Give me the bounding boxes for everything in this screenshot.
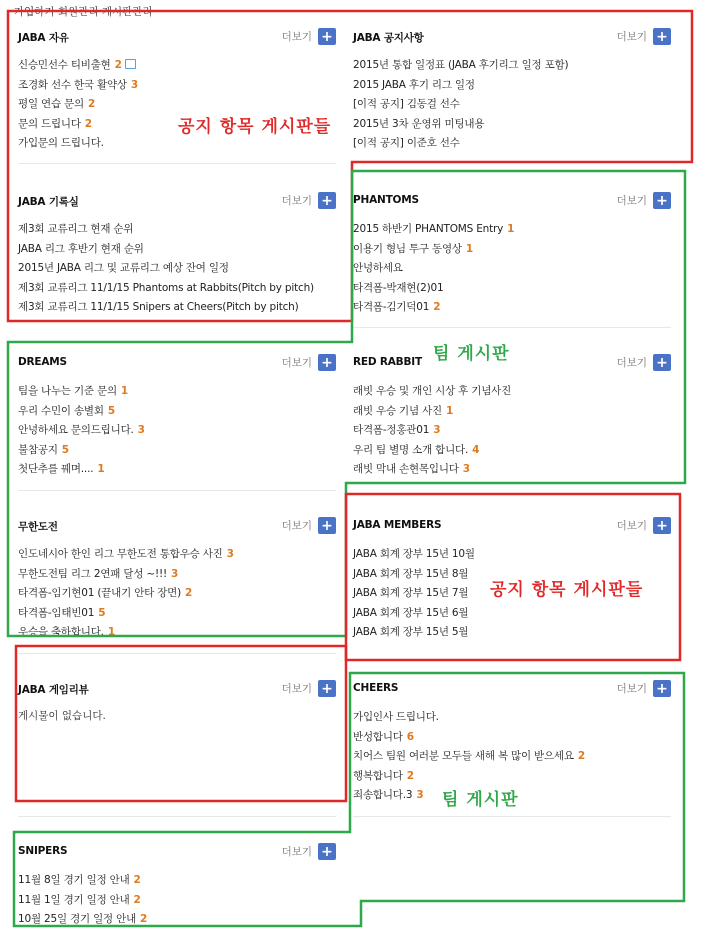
comment-count: 2	[140, 913, 148, 925]
post-title[interactable]: 제3회 교류리그 현재 순위	[18, 223, 134, 235]
post-title[interactable]: 타격폼-임태빈01	[18, 606, 95, 619]
post-title[interactable]: 11월 8일 경기 일정 안내	[18, 874, 130, 886]
post-title[interactable]: 2015년 3차 운영위 미팅내용	[353, 117, 485, 130]
post-title[interactable]: 우리 팀 별명 소개 합니다.	[353, 443, 469, 456]
post-title[interactable]: 래빗 우승 기념 사진	[353, 404, 442, 417]
board-title[interactable]: CHEERS	[353, 682, 399, 694]
post-title[interactable]: 타격폼-임기현01 (끝내기 안타 장면)	[18, 587, 182, 599]
comment-count: 5	[107, 404, 115, 417]
post-item[interactable]	[18, 240, 336, 260]
board-red-rabbit	[353, 354, 671, 480]
comment-count: 2	[577, 750, 585, 762]
comment-count: 2	[133, 893, 141, 906]
post-list	[353, 220, 671, 318]
plus-icon[interactable]: +	[318, 680, 336, 697]
post-title[interactable]: JABA 회계 장부 15년 10월	[353, 548, 475, 560]
board-header	[18, 354, 336, 374]
post-item[interactable]	[353, 728, 671, 748]
comment-count: 2	[185, 587, 193, 599]
more-link[interactable]: 더보기	[281, 683, 312, 695]
post-item[interactable]	[353, 545, 671, 565]
post-title[interactable]: 조경화 선수 한국 활약상	[18, 78, 127, 91]
more-link[interactable]: 더보기	[616, 683, 647, 695]
comment-count: 1	[120, 385, 129, 397]
board-jaba-records	[18, 192, 336, 318]
post-title[interactable]: 문의 드립니다	[18, 117, 81, 130]
post-item[interactable]	[18, 891, 336, 911]
board-title[interactable]: JABA MEMBERS	[353, 519, 442, 531]
comment-count: 1	[507, 223, 515, 235]
comment-count: 2	[433, 301, 441, 313]
post-title[interactable]: 안녕하세요	[353, 262, 403, 274]
post-title[interactable]: 타격폼-정홍관01	[353, 424, 430, 436]
plus-icon[interactable]: +	[318, 28, 336, 45]
post-title[interactable]: 행복합니다	[353, 769, 403, 782]
more-controls	[282, 192, 336, 209]
board-title[interactable]: JABA 공지사항	[353, 32, 424, 44]
post-item[interactable]	[18, 421, 336, 441]
board-header	[353, 354, 671, 374]
more-link[interactable]: 더보기	[281, 357, 312, 369]
comment-count: 3	[171, 567, 179, 580]
post-item[interactable]	[18, 56, 336, 76]
post-title[interactable]: 치어스 팀원 여러분 모두들 새해 복 많이 받으세요	[353, 750, 574, 762]
more-link[interactable]: 더보기	[281, 31, 312, 43]
post-item[interactable]	[18, 604, 336, 624]
post-item[interactable]	[18, 584, 336, 604]
more-controls	[282, 28, 336, 45]
post-item[interactable]	[353, 747, 671, 767]
post-item[interactable]	[353, 708, 671, 728]
board-title[interactable]: DREAMS	[18, 356, 67, 368]
plus-icon[interactable]: +	[653, 517, 671, 534]
post-list	[353, 56, 671, 154]
post-item[interactable]	[18, 910, 336, 930]
comment-count: 1	[107, 626, 115, 638]
post-title[interactable]: [이적 공지] 이준호 선수	[353, 137, 460, 149]
board-header	[353, 517, 671, 537]
post-title[interactable]: 제3회 교류리그 11/1/15 Phantoms at Rabbits(Pitch by pitch)	[18, 281, 314, 294]
post-list	[18, 871, 336, 930]
more-link[interactable]: 더보기	[281, 520, 312, 532]
plus-icon[interactable]: +	[318, 517, 336, 534]
comment-count: 2	[84, 117, 92, 130]
more-link[interactable]: 더보기	[616, 195, 647, 207]
board-separator	[353, 327, 671, 328]
comment-count: 6	[406, 730, 414, 743]
comment-count: 3	[433, 424, 441, 436]
post-item[interactable]	[353, 134, 671, 154]
more-controls	[282, 680, 336, 697]
post-item[interactable]	[353, 240, 671, 260]
plus-icon[interactable]: +	[318, 843, 336, 860]
post-title[interactable]: JABA 회계 장부 15년 6월	[353, 606, 469, 619]
comment-count: 2	[133, 874, 141, 886]
plus-icon[interactable]: +	[653, 192, 671, 209]
board-header	[18, 28, 336, 48]
board-header	[18, 843, 336, 863]
more-controls	[617, 192, 671, 209]
board-jaba-notice	[353, 28, 671, 154]
post-list	[18, 220, 336, 318]
more-controls	[282, 517, 336, 534]
plus-icon[interactable]: +	[653, 28, 671, 45]
more-link[interactable]: 더보기	[616, 357, 647, 369]
board-jaba-review	[18, 680, 336, 723]
post-list	[18, 382, 336, 480]
post-title[interactable]: 인도네시아 한인 리그 무한도전 통합우승 사진	[18, 548, 223, 560]
post-item[interactable]	[18, 259, 336, 279]
post-title[interactable]: 반성합니다	[353, 730, 403, 743]
comment-count: 3	[226, 548, 234, 560]
post-list	[353, 382, 671, 480]
annotation-label-team-board: 팀 게시판	[442, 790, 519, 810]
post-item[interactable]	[353, 220, 671, 240]
post-item[interactable]	[353, 298, 671, 318]
board-header	[353, 28, 671, 48]
post-item[interactable]	[353, 76, 671, 96]
comment-count: 2	[406, 769, 414, 782]
post-title[interactable]: 10월 25일 경기 일정 안내	[18, 913, 137, 925]
post-title[interactable]: 래빗 우승 및 개인 시상 후 기념사진	[353, 385, 512, 397]
more-controls	[617, 28, 671, 45]
board-snipers	[18, 843, 336, 930]
post-title[interactable]: 가입인사 드립니다.	[353, 711, 439, 723]
comment-count: 4	[472, 443, 480, 456]
post-title[interactable]: 11월 1일 경기 일정 안내	[18, 893, 130, 906]
post-item[interactable]	[18, 460, 336, 480]
board-separator	[18, 816, 336, 817]
post-title[interactable]: JABA 회계 장부 15년 7월	[353, 587, 469, 599]
board-separator	[18, 653, 336, 654]
post-title[interactable]: 우리 수민이 송별회	[18, 404, 104, 417]
post-title[interactable]: 타격폼-박재현(2)01	[353, 281, 444, 294]
board-title[interactable]: JABA 게임리뷰	[18, 684, 89, 696]
post-title[interactable]: JABA 회계 장부 15년 8월	[353, 567, 469, 580]
board-separator	[353, 816, 671, 817]
comment-count: 5	[61, 443, 69, 456]
board-title[interactable]: JABA 자유	[18, 32, 69, 44]
post-title[interactable]: 타격폼-김기덕01	[353, 301, 430, 313]
comment-count: 2	[114, 59, 122, 71]
annotation-label-team-board: 팀 게시판	[433, 344, 510, 364]
post-item[interactable]	[18, 402, 336, 422]
post-title[interactable]: 안녕하세요 문의드립니다.	[18, 424, 134, 436]
post-title[interactable]: 팀을 나누는 기준 문의	[18, 385, 117, 397]
post-title[interactable]: 평일 연습 문의	[18, 98, 84, 110]
post-item[interactable]	[18, 279, 336, 299]
plus-icon[interactable]: +	[318, 354, 336, 371]
top-navigation[interactable]: 가입하기 회원관리 게시판관리	[14, 6, 153, 18]
comment-count: 3	[130, 78, 138, 91]
comment-count: 3	[137, 424, 145, 436]
post-title[interactable]: 래빗 막내 손현목입니다	[353, 463, 459, 475]
post-item[interactable]	[353, 95, 671, 115]
post-item[interactable]	[18, 441, 336, 461]
post-title[interactable]: 제3회 교류리그 11/1/15 Snipers at Cheers(Pitch by pitch)	[18, 301, 299, 313]
annotation-label-notice-boards: 공지 항목 게시판들	[178, 117, 332, 137]
comment-count: 1	[465, 242, 473, 255]
post-item[interactable]	[18, 382, 336, 402]
post-item[interactable]	[18, 545, 336, 565]
board-muhan	[18, 517, 336, 643]
annotation-label-notice-boards: 공지 항목 게시판들	[490, 580, 644, 600]
post-title[interactable]: 2015년 통합 일정표 (JABA 후기리그 일정 포함)	[353, 59, 569, 71]
board-header	[18, 517, 336, 537]
more-link[interactable]: 더보기	[281, 195, 312, 207]
post-item[interactable]	[353, 421, 671, 441]
post-item[interactable]	[18, 871, 336, 891]
post-item[interactable]	[353, 382, 671, 402]
post-title[interactable]: 2015 하반기 PHANTOMS Entry	[353, 223, 504, 235]
board-header	[18, 192, 336, 212]
post-item[interactable]	[18, 298, 336, 318]
post-list	[18, 56, 336, 154]
post-title[interactable]: 가입문의 드립니다.	[18, 137, 104, 149]
more-controls	[617, 517, 671, 534]
board-header	[353, 680, 671, 700]
board-dreams	[18, 354, 336, 480]
comment-count: 1	[97, 463, 105, 475]
red-outline-game-review	[16, 646, 346, 801]
board-separator	[18, 490, 336, 491]
post-item[interactable]	[353, 623, 671, 643]
post-title[interactable]: JABA 리그 후반기 현재 순위	[18, 242, 144, 255]
post-title[interactable]: 이용기 형님 투구 동영상	[353, 242, 462, 255]
post-list	[18, 545, 336, 643]
post-item[interactable]	[353, 460, 671, 480]
post-title[interactable]: 불참공지	[18, 443, 58, 456]
post-title[interactable]: JABA 회계 장부 15년 5월	[353, 626, 469, 638]
comment-count: 1	[445, 404, 454, 417]
more-controls	[282, 843, 336, 860]
more-controls	[617, 354, 671, 371]
more-link[interactable]: 더보기	[616, 520, 647, 532]
post-item[interactable]	[353, 402, 671, 422]
more-link[interactable]: 더보기	[616, 31, 647, 43]
post-item[interactable]	[353, 279, 671, 299]
more-link[interactable]: 더보기	[281, 846, 312, 858]
post-item[interactable]	[18, 220, 336, 240]
post-title[interactable]: [이적 공지] 김동걸 선수	[353, 98, 460, 110]
post-title[interactable]: 첫단추를 꿰며....	[18, 463, 94, 475]
post-title[interactable]: 우승을 축하합니다.	[18, 626, 104, 638]
plus-icon[interactable]: +	[318, 192, 336, 209]
board-phantoms	[353, 192, 671, 318]
post-item[interactable]	[18, 565, 336, 585]
post-title[interactable]: 죄송합니다.3	[353, 789, 413, 801]
post-title[interactable]: 2015 JABA 후기 리그 일정	[353, 78, 475, 91]
post-item[interactable]	[353, 441, 671, 461]
post-item[interactable]	[18, 623, 336, 643]
plus-icon[interactable]: +	[653, 354, 671, 371]
board-title[interactable]: SNIPERS	[18, 845, 68, 857]
post-item[interactable]	[353, 115, 671, 135]
empty-message: 게시물이 없습니다.	[18, 710, 106, 722]
more-controls	[282, 354, 336, 371]
post-item[interactable]	[353, 56, 671, 76]
post-title[interactable]: 2015년 JABA 리그 및 교류리그 예상 잔여 일정	[18, 262, 229, 274]
comment-count: 5	[98, 606, 106, 619]
comment-count: 3	[416, 789, 424, 801]
board-header	[18, 680, 336, 700]
post-item[interactable]	[18, 76, 336, 96]
post-item[interactable]	[353, 604, 671, 624]
post-item[interactable]	[353, 259, 671, 279]
board-title[interactable]: PHANTOMS	[353, 194, 419, 206]
comment-icon	[125, 59, 136, 69]
plus-icon[interactable]: +	[653, 680, 671, 697]
board-title[interactable]: 무한도전	[18, 521, 58, 533]
post-item[interactable]	[353, 767, 671, 787]
post-title[interactable]: 신승민선수 티비출현	[18, 59, 111, 71]
board-header	[353, 192, 671, 212]
board-separator	[18, 163, 336, 164]
more-controls	[617, 680, 671, 697]
post-title[interactable]: 무한도전팀 리그 2연패 달성 ~!!!	[18, 567, 168, 580]
board-title[interactable]: JABA 기록실	[18, 196, 79, 208]
board-title[interactable]: RED RABBIT	[353, 356, 422, 368]
comment-count: 2	[87, 98, 96, 110]
comment-count: 3	[462, 463, 470, 475]
